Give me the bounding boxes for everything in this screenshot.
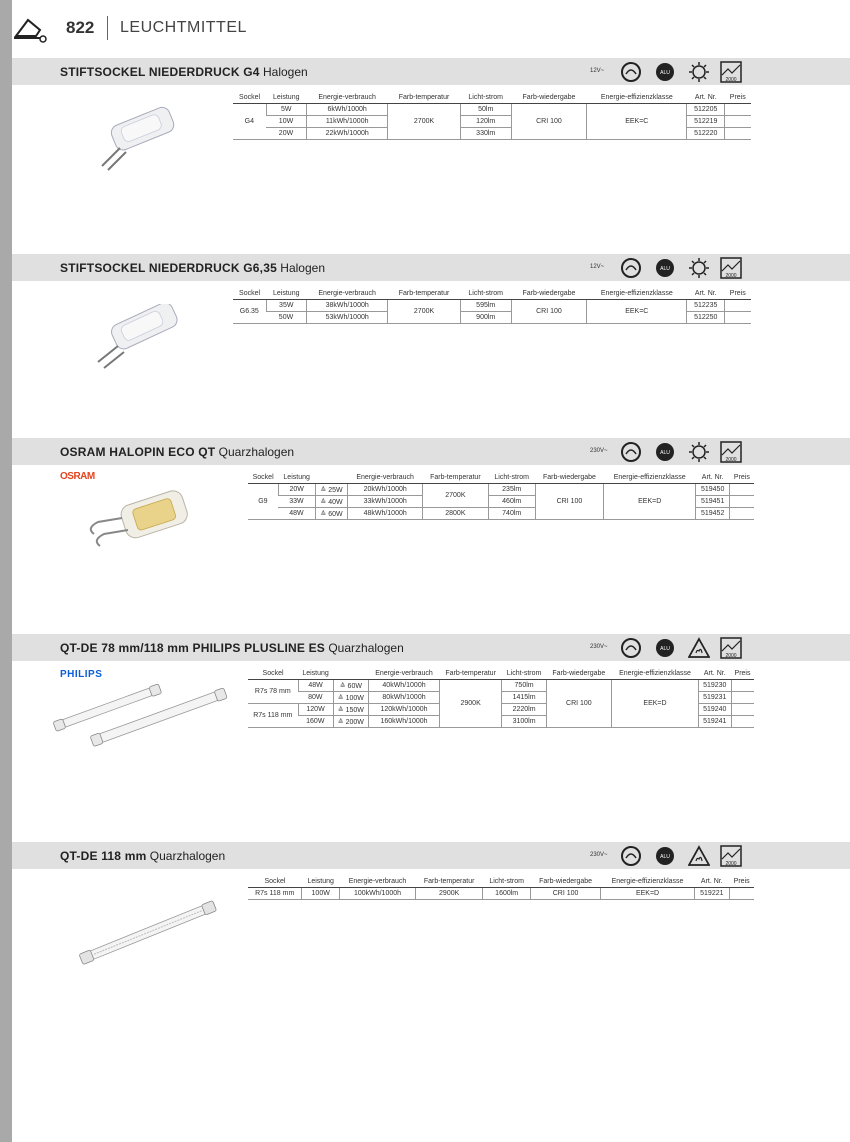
col-header	[315, 474, 348, 484]
cell-farbwiedergabe: CRI 100	[535, 484, 604, 520]
lifetime-icon	[688, 257, 710, 279]
col-header: Sockel	[233, 290, 266, 300]
cell-art-nr: 512219	[687, 116, 725, 128]
cell-leistung: 120W	[298, 704, 333, 716]
cell-lichtstrom: 2220lm	[502, 704, 546, 716]
col-header: Preis	[729, 878, 754, 888]
cell-farbtemperatur: 2900K	[415, 888, 482, 900]
section-title: STIFTSOCKEL NIEDERDRUCK G6,35 Halogen	[60, 261, 325, 275]
lifetime-icon	[688, 61, 710, 83]
cell-lichtstrom: 595lm	[460, 300, 511, 312]
cell-energie: 38kWh/1000h	[306, 300, 388, 312]
col-header: Farb-wiedergabe	[546, 670, 611, 680]
alu-icon	[654, 441, 676, 463]
hours-2000-icon	[720, 845, 742, 867]
cell-farbtemperatur: 2700K	[388, 104, 460, 140]
col-header: Art. Nr.	[699, 670, 732, 680]
voltage-label: 230V~	[590, 448, 608, 454]
table-header-row	[233, 94, 751, 104]
cell-equivalent: ≙ 100W	[333, 692, 369, 704]
osram-logo: OSRAM	[60, 471, 95, 482]
voltage-label: 12V~	[590, 68, 605, 74]
cell-leistung: 35W	[266, 300, 306, 312]
col-header: Energie-effizienzklasse	[601, 878, 695, 888]
cell-eek: EEK=D	[601, 888, 695, 900]
section-osram-halopin	[12, 438, 850, 628]
col-header: Farb-temperatur	[388, 94, 460, 104]
table-row	[248, 484, 754, 496]
cell-art-nr: 519241	[699, 716, 732, 728]
sidebar-strip	[0, 0, 12, 1142]
alu-icon	[654, 845, 676, 867]
col-header: Leistung	[266, 94, 306, 104]
section-philips-plusline	[12, 634, 850, 824]
spec-table	[248, 474, 754, 520]
section-g4	[12, 58, 850, 248]
cell-lichtstrom: 750lm	[502, 680, 546, 692]
svg-text:ALU: ALU	[660, 646, 670, 652]
cell-art-nr: 519230	[699, 680, 732, 692]
dimmable-icon	[620, 61, 642, 83]
alu-icon	[654, 637, 676, 659]
cell-farbwiedergabe: CRI 100	[511, 300, 586, 324]
col-header: Preis	[730, 474, 754, 484]
table-row	[248, 680, 754, 692]
col-header: Licht-strom	[483, 878, 531, 888]
cell-energie: 33kWh/1000h	[348, 496, 422, 508]
cell-leistung: 48W	[298, 680, 333, 692]
cell-leistung: 33W	[278, 496, 315, 508]
cell-art-nr: 519240	[699, 704, 732, 716]
cell-preis	[731, 704, 754, 716]
cell-equivalent: ≙ 40W	[315, 496, 348, 508]
cell-energie: 120kWh/1000h	[369, 704, 440, 716]
dimmable-icon	[620, 637, 642, 659]
cell-eek: EEK=C	[587, 300, 687, 324]
lamp-category-icon	[10, 12, 48, 46]
cell-leistung: 100W	[302, 888, 340, 900]
cell-sockel: G6.35	[233, 300, 266, 324]
col-header: Energie-effizienzklasse	[604, 474, 696, 484]
cell-farbtemperatur: 2800K	[422, 508, 488, 520]
section-title: STIFTSOCKEL NIEDERDRUCK G4 Halogen	[60, 65, 308, 79]
cell-art-nr: 512250	[687, 312, 725, 324]
table-header-row	[248, 878, 754, 888]
col-header: Art. Nr.	[696, 474, 730, 484]
cell-lichtstrom: 1600lm	[483, 888, 531, 900]
philips-logo: PHILIPS	[60, 669, 103, 680]
cell-energie: 160kWh/1000h	[369, 716, 440, 728]
cell-sockel: G9	[248, 484, 278, 520]
col-header: Preis	[725, 290, 751, 300]
col-header: Sockel	[233, 94, 266, 104]
col-header: Preis	[731, 670, 754, 680]
cell-lichtstrom: 740lm	[488, 508, 535, 520]
col-header: Preis	[725, 94, 751, 104]
cell-preis	[731, 692, 754, 704]
voltage-label: 230V~	[590, 644, 608, 650]
cell-energie: 20kWh/1000h	[348, 484, 422, 496]
svg-text:2000: 2000	[725, 77, 737, 83]
g635-lamp-image	[82, 304, 192, 374]
section-title: QT-DE 78 mm/118 mm PHILIPS PLUSLINE ES Quarzhalogen	[60, 641, 404, 655]
hours-2000-icon	[720, 61, 742, 83]
dimmable-icon	[620, 845, 642, 867]
cell-lichtstrom: 900lm	[460, 312, 511, 324]
cell-leistung: 20W	[266, 128, 306, 140]
cell-leistung: 48W	[278, 508, 315, 520]
cell-farbwiedergabe: CRI 100	[530, 888, 600, 900]
qt-de-118-lamp-image	[68, 898, 228, 968]
table-header-row	[248, 670, 754, 680]
col-header: Leistung	[298, 670, 333, 680]
cell-sockel: G4	[233, 104, 266, 140]
svg-text:ALU: ALU	[660, 70, 670, 76]
cell-equivalent: ≙ 25W	[315, 484, 348, 496]
cell-lichtstrom: 3100lm	[502, 716, 546, 728]
cell-eek: EEK=D	[612, 680, 699, 728]
spec-table	[233, 290, 751, 324]
cell-art-nr: 519231	[699, 692, 732, 704]
lifetime-icon	[688, 441, 710, 463]
cell-preis	[725, 116, 751, 128]
cell-energie: 53kWh/1000h	[306, 312, 388, 324]
cell-preis	[725, 312, 751, 324]
cell-equivalent: ≙ 60W	[315, 508, 348, 520]
cell-sockel: R7s 78 mm	[248, 680, 298, 704]
cell-farbwiedergabe: CRI 100	[546, 680, 611, 728]
cell-equivalent: ≙ 200W	[333, 716, 369, 728]
spec-table	[248, 670, 754, 728]
col-header: Energie-verbrauch	[369, 670, 440, 680]
page-number: 822	[66, 18, 95, 37]
table-row	[248, 888, 754, 900]
col-header: Farb-temperatur	[415, 878, 482, 888]
cell-equivalent: ≙ 60W	[333, 680, 369, 692]
svg-text:2000: 2000	[725, 273, 737, 279]
col-header: Energie-verbrauch	[306, 290, 388, 300]
cell-leistung: 20W	[278, 484, 315, 496]
svg-text:ALU: ALU	[660, 854, 670, 860]
cell-preis	[730, 508, 754, 520]
col-header: Farb-temperatur	[388, 290, 460, 300]
table-header-row	[248, 474, 754, 484]
cell-energie: 22kWh/1000h	[306, 128, 388, 140]
col-header: Farb-wiedergabe	[530, 878, 600, 888]
spec-table	[233, 94, 751, 140]
cell-leistung: 160W	[298, 716, 333, 728]
cell-preis	[730, 496, 754, 508]
cell-lichtstrom: 50lm	[460, 104, 511, 116]
col-header: Licht-strom	[460, 290, 511, 300]
cell-equivalent: ≙ 150W	[333, 704, 369, 716]
col-header: Farb-wiedergabe	[535, 474, 604, 484]
cell-art-nr: 512235	[687, 300, 725, 312]
cell-art-nr: 512220	[687, 128, 725, 140]
col-header: Energie-effizienzklasse	[587, 290, 687, 300]
cell-preis	[729, 888, 754, 900]
hot-surface-icon	[688, 637, 710, 659]
col-header: Sockel	[248, 474, 278, 484]
alu-icon	[654, 257, 676, 279]
cell-farbwiedergabe: CRI 100	[511, 104, 586, 140]
cell-energie: 11kWh/1000h	[306, 116, 388, 128]
cell-lichtstrom: 330lm	[460, 128, 511, 140]
section-qt-de-118	[12, 842, 850, 1032]
svg-text:2000: 2000	[725, 457, 737, 463]
col-header: Licht-strom	[502, 670, 546, 680]
table-header-row	[233, 290, 751, 300]
dimmable-icon	[620, 257, 642, 279]
cell-sockel: R7s 118 mm	[248, 704, 298, 728]
cell-preis	[731, 716, 754, 728]
col-header: Energie-verbrauch	[339, 878, 415, 888]
cell-leistung: 80W	[298, 692, 333, 704]
col-header: Licht-strom	[460, 94, 511, 104]
col-header: Sockel	[248, 878, 302, 888]
section-g635	[12, 254, 850, 444]
svg-text:2000: 2000	[725, 653, 737, 659]
cell-eek: EEK=D	[604, 484, 696, 520]
cell-farbtemperatur: 2700K	[388, 300, 460, 324]
voltage-label: 12V~	[590, 264, 605, 270]
hot-surface-icon	[688, 845, 710, 867]
cell-art-nr: 519450	[696, 484, 730, 496]
cell-energie: 6kWh/1000h	[306, 104, 388, 116]
cell-leistung: 10W	[266, 116, 306, 128]
cell-energie: 100kWh/1000h	[339, 888, 415, 900]
cell-eek: EEK=C	[587, 104, 687, 140]
table-row	[233, 300, 751, 312]
col-header: Energie-effizienzklasse	[612, 670, 699, 680]
cell-lichtstrom: 1415lm	[502, 692, 546, 704]
osram-halopin-lamp-image	[82, 484, 202, 560]
col-header: Leistung	[302, 878, 340, 888]
cell-energie: 48kWh/1000h	[348, 508, 422, 520]
col-header: Licht-strom	[488, 474, 535, 484]
spec-table	[248, 878, 754, 900]
table-row	[233, 104, 751, 116]
cell-preis	[731, 680, 754, 692]
dimmable-icon	[620, 441, 642, 463]
col-header: Art. Nr.	[694, 878, 729, 888]
section-title: OSRAM HALOPIN ECO QT Quarzhalogen	[60, 445, 295, 459]
alu-icon	[654, 61, 676, 83]
cell-energie: 40kWh/1000h	[369, 680, 440, 692]
g4-lamp-image	[82, 106, 192, 176]
hours-2000-icon	[720, 637, 742, 659]
col-header: Farb-wiedergabe	[511, 290, 586, 300]
hours-2000-icon	[720, 257, 742, 279]
cell-preis	[725, 104, 751, 116]
cell-lichtstrom: 235lm	[488, 484, 535, 496]
cell-sockel: R7s 118 mm	[248, 888, 302, 900]
section-title: QT-DE 118 mm Quarzhalogen	[60, 849, 226, 863]
cell-art-nr: 512205	[687, 104, 725, 116]
col-header: Energie-verbrauch	[306, 94, 388, 104]
cell-farbtemperatur: 2900K	[439, 680, 502, 728]
col-header: Art. Nr.	[687, 94, 725, 104]
cell-leistung: 5W	[266, 104, 306, 116]
svg-text:ALU: ALU	[660, 266, 670, 272]
col-header: Energie-effizienzklasse	[587, 94, 687, 104]
cell-preis	[725, 128, 751, 140]
cell-preis	[730, 484, 754, 496]
voltage-label: 230V~	[590, 852, 608, 858]
cell-preis	[725, 300, 751, 312]
cell-art-nr: 519451	[696, 496, 730, 508]
col-header: Sockel	[248, 670, 298, 680]
col-header: Farb-temperatur	[439, 670, 502, 680]
cell-farbtemperatur: 2700K	[422, 484, 488, 508]
hours-2000-icon	[720, 441, 742, 463]
col-header: Leistung	[266, 290, 306, 300]
cell-leistung: 50W	[266, 312, 306, 324]
cell-energie: 80kWh/1000h	[369, 692, 440, 704]
col-header	[333, 670, 369, 680]
col-header: Energie-verbrauch	[348, 474, 422, 484]
page-title: LEUCHTMITTEL	[120, 19, 247, 36]
cell-lichtstrom: 460lm	[488, 496, 535, 508]
col-header: Leistung	[278, 474, 315, 484]
cell-lichtstrom: 120lm	[460, 116, 511, 128]
col-header: Farb-temperatur	[422, 474, 488, 484]
cell-art-nr: 519452	[696, 508, 730, 520]
svg-text:ALU: ALU	[660, 450, 670, 456]
col-header: Farb-wiedergabe	[511, 94, 586, 104]
philips-linear-lamps-image	[42, 676, 232, 756]
cell-art-nr: 519221	[694, 888, 729, 900]
col-header: Art. Nr.	[687, 290, 725, 300]
svg-text:2000: 2000	[725, 861, 737, 867]
header-divider	[107, 16, 108, 40]
